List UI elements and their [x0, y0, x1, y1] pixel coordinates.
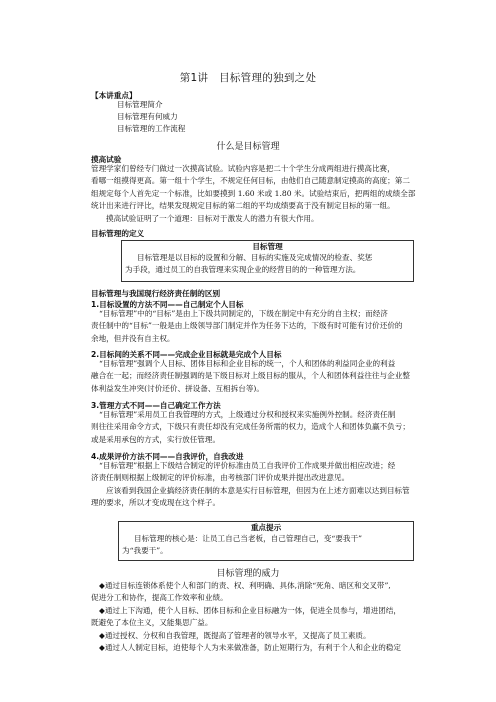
text-line: 济责任制则根据上级制定的评价标准，由考核部门评价成果并提出改进意见。: [91, 473, 350, 483]
bullet-line: 促进分工和协作，提高工作效率和业绩。: [91, 593, 228, 603]
text-line: 管理学家们曾经专门做过一次摸高试验。试验内容是把二十个学生分成两组进行摸高比赛，: [91, 164, 395, 173]
text-line: “目标管理”中的“目标”是由上下级共同制定的，下级在制定中有充分的自主权；而经济: [99, 309, 388, 318]
difference-heading-4: 4.成果评价方法不同——自我评价，自我改进: [91, 452, 244, 461]
difference-body-4: [91, 460, 416, 485]
text-line: 应该看到我国企业搞经济责任制的本意是实行目标管理，但因为在上述方面难以达到目标管: [106, 486, 410, 495]
power-bullets: [91, 580, 416, 654]
key-tip-line: 目标管理的核心是：让员工自己当老板，自己管理自己，变“要我干”: [134, 534, 362, 543]
bullet-line: ◆通过人人制定目标，迫使每个人为未来做准备，防止短期行为，有利于个人和企业的稳定: [99, 643, 401, 653]
subheading-difference: 目标管理与我国现行经济责任制的区别: [91, 289, 221, 298]
difference-body-3: [91, 409, 416, 446]
key-tip-title: 重点提示: [250, 523, 282, 532]
text-line: “目标管理”采用员工自我管理的方式，上级通过分权和授权来实施例外控制。经济责任制: [99, 410, 396, 419]
difference-body-1: [91, 308, 416, 345]
text-line: 摸高试验证明了一个道理：目标对于激发人的潜力有很大作用。: [106, 213, 319, 223]
paragraph-conclusion: [91, 485, 416, 510]
difference-body-2: [91, 358, 416, 395]
key-tip-box: [118, 521, 414, 561]
text-line: 组规定每个人首先定一个标准，比如要摸到 1.60 米或 1.80 米。试验结束后，把两组的成绩全部: [91, 188, 416, 198]
text-line: 或是采用承包的方式，实行放任管理。: [91, 434, 221, 444]
text-line: 余地，但并没有自主权。: [91, 333, 175, 343]
text-line: 融合在一起；而经济责任制强调的是下级目标对上级目标的服从，个人和团体利益往往与企业整: [91, 371, 410, 381]
bullet-line: ◆通过上下沟通，使个人目标、团体目标和企业目标融为一体，促进全员参与，增进团结，: [99, 605, 401, 615]
bullet-line: ◆通过目标连锁体系使个人和部门的责、权、利明确、具体,消除“死角、暗区和交叉带”,: [99, 581, 391, 590]
subheading-reach-test: 摸高试验: [91, 155, 122, 164]
section-heading-power: 目标管理的威力: [216, 569, 280, 579]
subheading-mbo-definition: 目标管理的定义: [91, 229, 145, 238]
text-line: 责任制中的“目标”一般是由上级领导部门制定并作为任务下达的，下级有时可能有讨价还价的: [91, 321, 403, 331]
difference-heading-1: 1.目标设置的方法不同——自己制定个人目标: [91, 300, 244, 309]
bullet-line: ◆通过授权、分权和自我管理，既提高了管理者的领导水平，又提高了员工素质。: [99, 630, 371, 640]
definition-box: [121, 240, 414, 282]
text-line: 理的要求，所以才变成现在这个样子。: [91, 498, 221, 508]
key-point-item: 目标管理有何威力: [117, 112, 178, 121]
section-heading-what-is-mbo: 什么是目标管理: [216, 142, 280, 152]
definition-box-line: 为手段，通过员工的自我管理来实现企业的经营目的的一种管理方法。: [125, 265, 361, 275]
key-point-item: 目标管理的工作流程: [117, 124, 186, 133]
text-line: 则往往采用命令方式，下级只有责任却没有完成任务所需的权力，造成个人和团体负赢不负亏；: [91, 422, 410, 432]
text-line: 体利益发生冲突(讨价还价、拼设备、互相拆台等)。: [91, 383, 264, 393]
difference-heading-3: 3.管理方式不同——自己确定工作方法: [91, 401, 221, 410]
text-line: “目标管理”强调个人目标、团体目标和企业目标的统一，个人和团体的利益同企业的利益: [99, 359, 396, 368]
bullet-line: 既避免了本位主义，又能集思广益。: [91, 618, 213, 628]
text-line: 看哪一组摸得更高。第一组十个学生，不规定任何目标，由他们自己随意制定摸高的高度；第二: [91, 176, 410, 186]
key-points-header: 【本讲重点】: [91, 91, 137, 100]
paragraph-reach-test: [91, 163, 416, 225]
definition-box-title: 目标管理: [252, 242, 283, 251]
key-tip-line: 为“我要干”。: [122, 546, 168, 556]
difference-heading-2: 2.目标间的关系不同——完成企业目标就是完成个人目标: [91, 350, 282, 359]
text-line: “目标管理”根据上下级结合制定的评价标准由员工自我评价工作成果并做出相应改进；经: [99, 461, 396, 470]
text-line: 统计出来进行评比，结果发现规定目标的第二组的平均成绩要高于没有制定目标的第一组。: [91, 201, 395, 211]
key-point-item: 目标管理简介: [117, 100, 163, 109]
definition-box-line: 目标管理是以目标的设置和分解、目标的实施及完成情况的检查、奖惩: [137, 253, 373, 262]
lecture-title: 第1讲 目标管理的独到之处: [179, 72, 317, 84]
